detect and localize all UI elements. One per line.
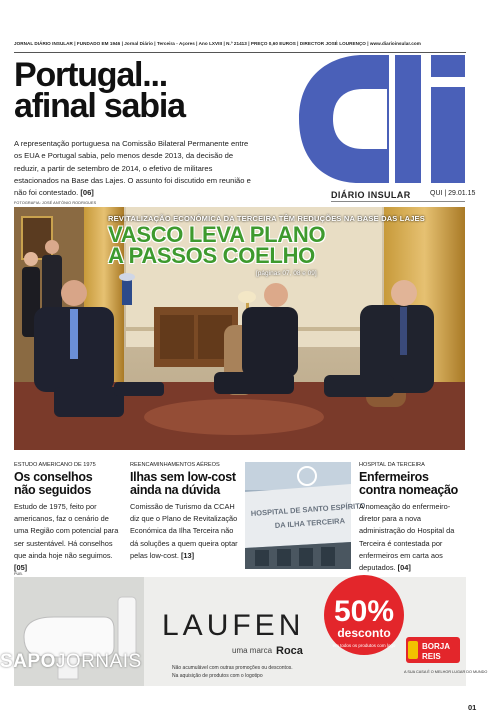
story-body: Estudo de 1975, feito por americanos, faz o cenário de uma Região com potencial para ser sustentável. Há conselhos que ainda hoje não seguimos. [14, 502, 119, 560]
ad-discount-word: desconto [337, 626, 391, 640]
ad-store-tagline: A SUA CASA É O MELHOR LUGAR DO MUNDO [404, 670, 488, 674]
ad-fine-print-1: Não acumulável com outras promoções ou descontos. [172, 665, 293, 671]
lead-headline[interactable] [14, 56, 284, 125]
photo-credit: FOTOGRAFIA: JOSÉ ANTÓNIO RODRIGUES [14, 201, 97, 205]
story-title-line1: Ilhas sem low-cost [130, 470, 236, 484]
photo-page-ref: [páginas 07, 08 e 09] [256, 270, 317, 277]
page-number: 01 [468, 703, 477, 712]
story-body: Comissão de Turismo da CCAH diz que o Plano de Revitalização Económica da Ilha Terceira não dá soluções a quem queira optar pelas low-cost. [130, 502, 238, 560]
story-nurses[interactable] [359, 462, 466, 574]
lead-headline-line2: afinal sabia [14, 87, 185, 125]
logo-d-counter [333, 89, 387, 149]
logo-i-stem [431, 87, 465, 183]
ad-sub-brand: Roca [276, 645, 303, 657]
hospital-sign-line1: HOSPITAL DE SANTO ESPÍRITO [250, 501, 366, 518]
photo-kicker: REVITALIZAÇÃO ECONÓMICA DA TERCEIRA TÊM REDUÇÕES NA BASE DAS LAJES [108, 214, 425, 223]
ad-store-line1: BORJA [422, 642, 451, 651]
watermark-part2: JORNAIS [55, 651, 142, 672]
story-page-ref: [05] [14, 563, 28, 573]
story-title-line1: Enfermeiros [359, 470, 429, 484]
story-title-line2: ainda na dúvida [130, 483, 220, 497]
photo-headline-line2: A PASSOS COELHO [108, 243, 315, 268]
story-text [359, 501, 466, 574]
hospital-photo[interactable] [245, 462, 366, 569]
story-text [130, 501, 238, 562]
issue-date: QUI | 29.01.15 [430, 190, 476, 197]
ad-fine-print-2: Na aquisição de produtos com o logotipo [172, 673, 263, 679]
story-title-line1: Os conselhos [14, 470, 93, 484]
story-title-line2: não seguidos [14, 483, 91, 497]
watermark-part1: SAPO [0, 651, 56, 672]
story-body: A nomeação do enfermeiro-diretor para a nova administração do Hospital da Terceira é contestada por enfermeiros em carta aos deputados. [359, 502, 455, 573]
lead-headline-line1: Portugal... [14, 56, 168, 94]
story-title [359, 471, 466, 497]
story-title [14, 471, 122, 497]
brand-name: DIÁRIO INSULAR [331, 190, 411, 200]
sapo-jornais-watermark [0, 651, 142, 673]
story-title-line2: contra nomeação [359, 483, 459, 497]
story-page-ref: [04] [397, 563, 411, 573]
story-low-cost[interactable] [130, 462, 238, 562]
story-title [130, 471, 238, 497]
story-kicker: REENCAMINHAMENTOS AÉREOS [130, 462, 220, 468]
lead-text [14, 138, 256, 199]
masthead-info: JORNAL DIÁRIO INSULAR | FUNDADO EM 1946 | Jornal Diário | Terceira - Açores | Ano LXVIII | N.º 21413 | PREÇO 0,60 EUROS | DIRECTOR JOSÉ LOURENÇO | www.diarioinsular.com [14, 41, 421, 46]
story-page-ref: [13] [180, 550, 195, 560]
lead-body: A representação portuguesa na Comissão Bilateral Permanente entre os EUA e Portugal sabia, pelo menos desde 2013, da decisão de reduzir, a partir de setembro de 2014, o efetivo de militares estacionados na Base das Lajes. O assunto foi discutido em reunião e não foi contestado. [14, 139, 251, 198]
logo-i-dot [431, 55, 465, 77]
ad-brand: LAUFEN [162, 609, 305, 642]
lead-page-ref: [06] [80, 188, 94, 198]
story-1975-study[interactable] [14, 462, 122, 574]
masthead-rule [14, 52, 466, 53]
story-text [14, 501, 122, 574]
photo-headline-line1: VASCO LEVA PLANO [108, 222, 326, 247]
ad-discount-note: em todos os produtos com logo [332, 643, 396, 648]
hospital-building [245, 462, 366, 569]
logo-d-stem [395, 55, 421, 183]
story-kicker: HOSPITAL DA TERCEIRA [359, 462, 425, 468]
hospital-sign-line2: DA ILHA TERCEIRA [274, 516, 346, 530]
logo-text: di [299, 55, 300, 56]
ad-label: PUB. [14, 572, 23, 576]
brand-rule [331, 201, 465, 202]
ad-sub: uma marca [232, 646, 273, 655]
ad-discount-value: 50% [333, 595, 395, 628]
di-logo [299, 55, 465, 183]
photo-headline[interactable] [108, 224, 428, 266]
story-kicker: ESTUDO AMERICANO DE 1975 [14, 462, 96, 468]
ad-store-line2: REIS [422, 652, 441, 661]
